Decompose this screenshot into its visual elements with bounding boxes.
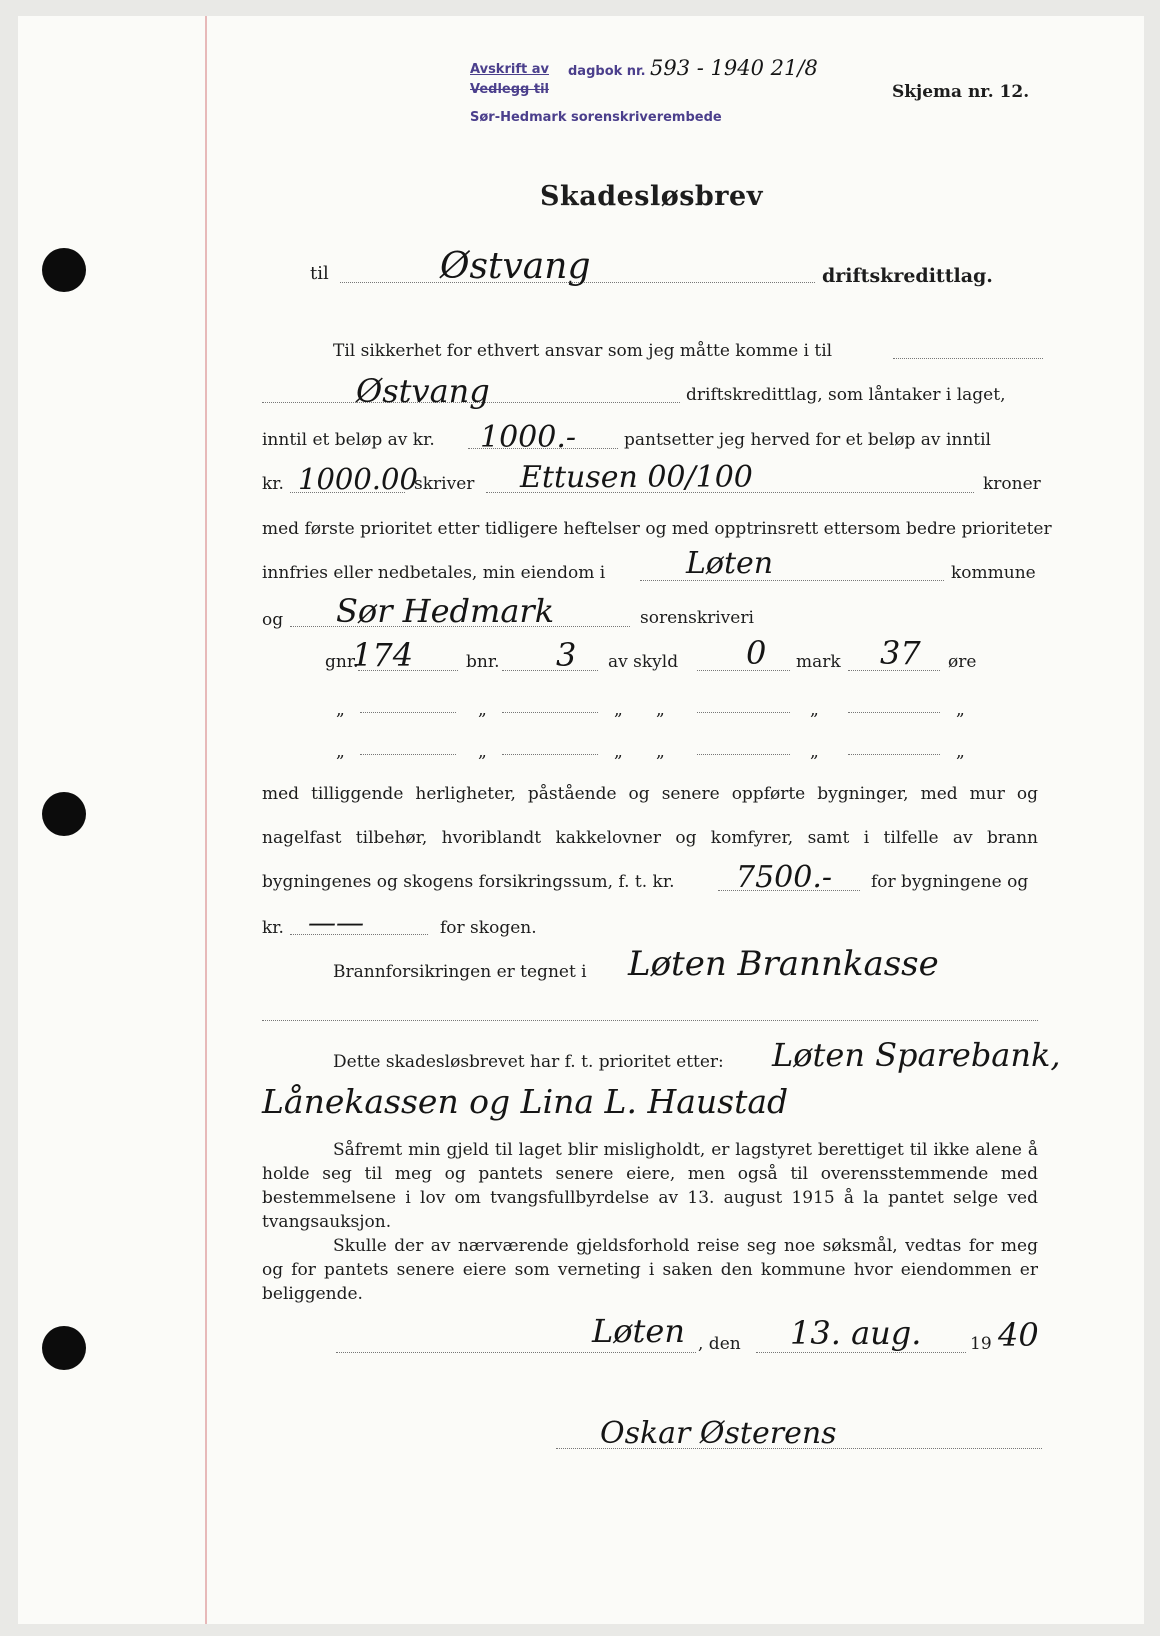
ditto-dots [848,712,940,713]
lag-name-field: Østvang [440,246,591,287]
ditto-mark: „ [336,742,345,762]
ore-label: øre [948,652,977,672]
ditto-mark: „ [656,742,665,762]
form-number: Skjema nr. 12. [892,82,1030,102]
p1-inntil: inntil et beløp av kr. [262,430,435,450]
binder-hole-middle [42,792,86,836]
ditto-dots [697,754,790,755]
priority-field-1: Løten Sparebank, [772,1036,1061,1074]
ore-field: 37 [880,634,921,672]
binder-hole-bottom [42,1326,86,1370]
ditto-dots [502,754,598,755]
p1-kr: kr. [262,474,284,494]
place-field: Løten [592,1312,685,1350]
pledge-amount-field: 1000.00 [298,462,418,496]
skyld-label: av skyld [608,652,679,672]
stamp-office: Sør-Hedmark sorenskriverembede [470,110,722,125]
ditto-mark: „ [956,700,965,720]
p2-line3-b: for bygningene og [871,872,1029,892]
forest-amount-field: —— [308,906,364,939]
stamp-handwritten-number: 593 - 1940 21/8 [650,56,818,80]
brann-line2-dots [262,1020,1038,1021]
p1-kroner: kroner [983,474,1041,494]
binder-hole-top [42,248,86,292]
ditto-mark: „ [810,742,819,762]
place-dots [336,1352,696,1353]
ditto-mark: „ [656,700,665,720]
ditto-mark: „ [810,700,819,720]
ditto-mark: „ [614,742,623,762]
margin-line [205,16,207,1624]
stamp-dagbok: dagbok nr. [568,64,646,79]
document-title: Skadesløsbrev [540,181,763,212]
ditto-dots [360,754,456,755]
p1-pantsetter: pantsetter jeg herved for et beløp av inntil [624,430,991,450]
ditto-mark: „ [478,742,487,762]
lag-name-field-2: Østvang [356,372,490,410]
stamp-avskrift: Avskrift av [470,62,549,77]
til-label: til [310,263,329,284]
p3-para1 [262,1138,1038,1234]
bnr-dots [502,670,598,671]
p1-line1: Til sikkerhet for ethvert ansvar som jeg måtte komme i til [333,341,833,361]
skyld-dots [697,670,790,671]
priority-field-2: Lånekassen og Lina L. Haustad [262,1082,789,1121]
stamp-vedlegg: Vedlegg til [470,82,550,97]
p2-for-skogen: for skogen. [440,918,537,938]
date-dots [756,1352,966,1353]
p1-sorenskriveri: sorenskriveri [640,608,754,628]
ditto-dots [848,754,940,755]
p3-para1-text: Såfremt min gjeld til laget blir misligholdt, er lagstyret berettiget til ikke alene å holde seg til meg og pantets senere eiere, men også til overensstemmende med bestemmelsene i lov om tvangsfullbyrdelse av 13. august 1915 å la pantet selge ved tvangsauksjon. [262,1140,1038,1232]
ditto-mark: „ [478,700,487,720]
ditto-mark: „ [336,700,345,720]
sorenskriveri-field: Sør Hedmark [336,592,555,630]
p3-para2-text: Skulle der av nærværende gjeldsforhold reise seg noe søksmål, vedtas for meg og for pantets senere eiere som verneting i saken den kommune hvor eiendommen er beliggende. [262,1236,1038,1304]
bnr-label: bnr. [466,652,500,672]
skyld-field: 0 [746,634,767,672]
amount-words-field: Ettusen 00/100 [520,460,753,495]
p2-line3-a: bygningenes og skogens forsikringssum, f. t. kr. [262,872,675,892]
ditto-mark: „ [614,700,623,720]
kommune-field: Løten [686,546,774,581]
date-field: 13. aug. [790,1314,922,1352]
p1-og: og [262,610,284,630]
signature-name: Oskar Østerens [600,1416,837,1451]
gnr-label: gnr. [325,652,359,672]
ditto-dots [360,712,456,713]
ditto-dots [697,712,790,713]
mark-label: mark [796,652,841,672]
gnr-field: 174 [352,636,414,674]
year-field: 40 [998,1316,1039,1354]
p3-para2 [262,1234,1038,1306]
brann-label: Brannforsikringen er tegnet i [333,962,587,982]
insurance-amount-field: 7500.- [736,860,833,895]
p2-line2: nagelfast tilbehør, hvoriblandt kakkelovner og komfyrer, samt i tilfelle av brann [262,828,1038,848]
p1-line6: innfries eller nedbetales, min eiendom i [262,563,606,583]
ditto-dots [502,712,598,713]
driftskredittlag-label: driftskredittlag. [822,265,993,287]
p1-skriver: skriver [414,474,475,494]
year-prefix: 19 [970,1334,992,1354]
den-label: , den [698,1334,741,1354]
brann-field: Løten Brannkasse [628,944,939,984]
ditto-mark: „ [956,742,965,762]
p2-kr: kr. [262,918,284,938]
p1-line1-dots [893,358,1043,359]
p1-line5: med første prioritet etter tidligere heftelser og med opptrinsrett ettersom bedre prioriteter [262,519,1052,539]
loan-amount-field: 1000.- [480,420,577,455]
p1-kommune: kommune [951,563,1036,583]
bnr-field: 3 [556,636,577,674]
p2-line1: med tilliggende herligheter, påstående og senere oppførte bygninger, med mur og [262,784,1038,804]
priority-label: Dette skadesløsbrevet har f. t. prioritet etter: [333,1052,724,1072]
p1-line2-suffix: driftskredittlag, som låntaker i laget, [686,385,1006,405]
